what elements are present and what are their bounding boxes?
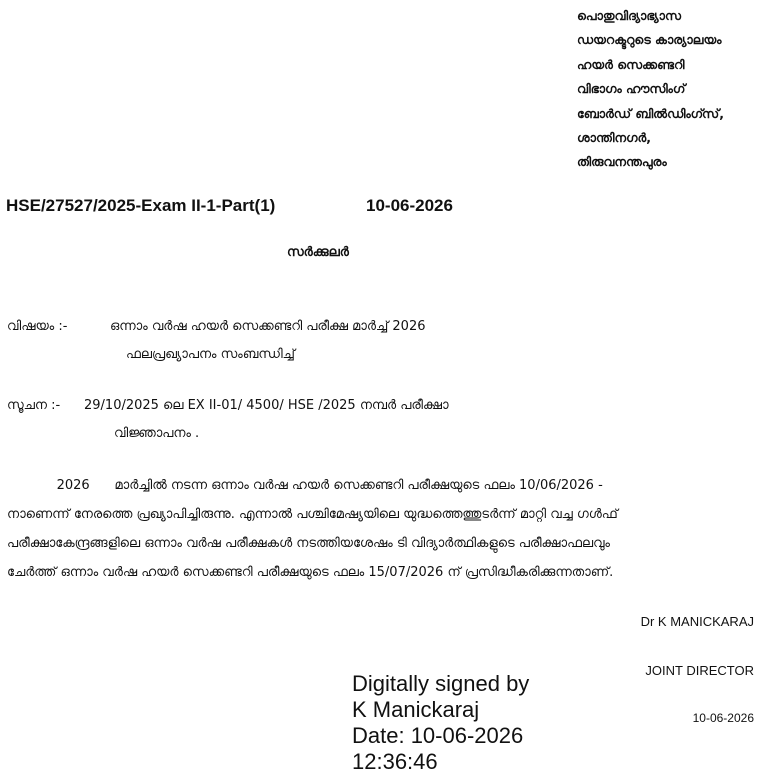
digital-signature-line: 12:36:46 xyxy=(352,749,438,774)
signature-date: 10-06-2026 xyxy=(692,711,754,725)
digital-signature-stamp xyxy=(352,671,529,775)
digital-signature-line: Digitally signed by xyxy=(352,671,530,696)
office-address xyxy=(577,4,724,175)
address-line: ഹയർ സെക്കണ്ടറി xyxy=(577,56,685,72)
subject-line-1: ഒന്നാം വർഷ ഹയർ സെക്കണ്ടറി പരീക്ഷ മാർച്ച് 2026 xyxy=(110,319,426,334)
body-line: 2026 മാർച്ചിൽ നടന്ന ഒന്നാം വർഷ ഹയർ സെക്കണ്ടറി പരീക്ഷയുടെ ഫലം 10/06/2026 - xyxy=(7,478,603,493)
digital-signature-line: Date: 10-06-2026 xyxy=(352,723,524,748)
subject-label: വിഷയം :- xyxy=(7,319,68,334)
address-line: ബോർഡ് ബിൽഡിംഗ്സ്, xyxy=(577,105,724,121)
reference-note-label: സൂചന :- xyxy=(7,398,61,413)
address-line: ഡയറക്ടറുടെ കാര്യാലയം xyxy=(577,32,722,48)
reference-date: 10-06-2026 xyxy=(366,196,453,215)
body-line: നാണെന്ന് നേരത്തെ പ്രഖ്യാപിച്ചിരുന്നു. എന്നാൽ പശ്ചിമേഷ്യയിലെ യുദ്ധത്തെത്തുടർന്ന് മാറ്റി വച്ച ഗൾഫ് xyxy=(7,507,618,522)
address-line: പൊതുവിദ്യാഭ്യാസ xyxy=(577,8,681,23)
circular-title: സർക്കുലർ xyxy=(287,245,349,260)
reference-number: HSE/27527/2025-Exam II-1-Part(1) xyxy=(6,196,276,215)
digital-signature-line: K Manickaraj xyxy=(352,697,480,722)
body-line: പരീക്ഷാകേന്ദ്രങ്ങളിലെ ഒന്നാം വർഷ പരീക്ഷകൾ നടത്തിയശേഷം ടി വിദ്യാർത്ഥികളുടെ പരീക്ഷാഫലവും xyxy=(7,536,610,551)
body-line: ചേർത്ത് ഒന്നാം വർഷ ഹയർ സെക്കണ്ടറി പരീക്ഷയുടെ ഫലം 15/07/2026 ന് പ്രസിദ്ധീകരിക്കുന്നതാണ്. xyxy=(7,565,614,580)
subject-line-2: ഫലപ്രഖ്യാപനം സംബന്ധിച്ച് xyxy=(126,347,295,362)
reference-note-line-1: 29/10/2025 ലെ EX II-01/ 4500/ HSE /2025 നമ്പർ പരീക്ഷാ xyxy=(84,398,449,413)
reference-note-line-2: വിജ്ഞാപനം . xyxy=(114,426,200,441)
body-paragraph xyxy=(7,471,763,587)
signatory-designation: JOINT DIRECTOR xyxy=(645,663,754,678)
signatory-name: Dr K MANICKARAJ xyxy=(640,614,754,629)
address-line: തിരുവനന്തപുരം xyxy=(577,154,667,170)
address-line: ശാന്തിനഗർ, xyxy=(577,129,651,145)
address-line: വിഭാഗം ഹൗസിംഗ് xyxy=(577,81,686,97)
